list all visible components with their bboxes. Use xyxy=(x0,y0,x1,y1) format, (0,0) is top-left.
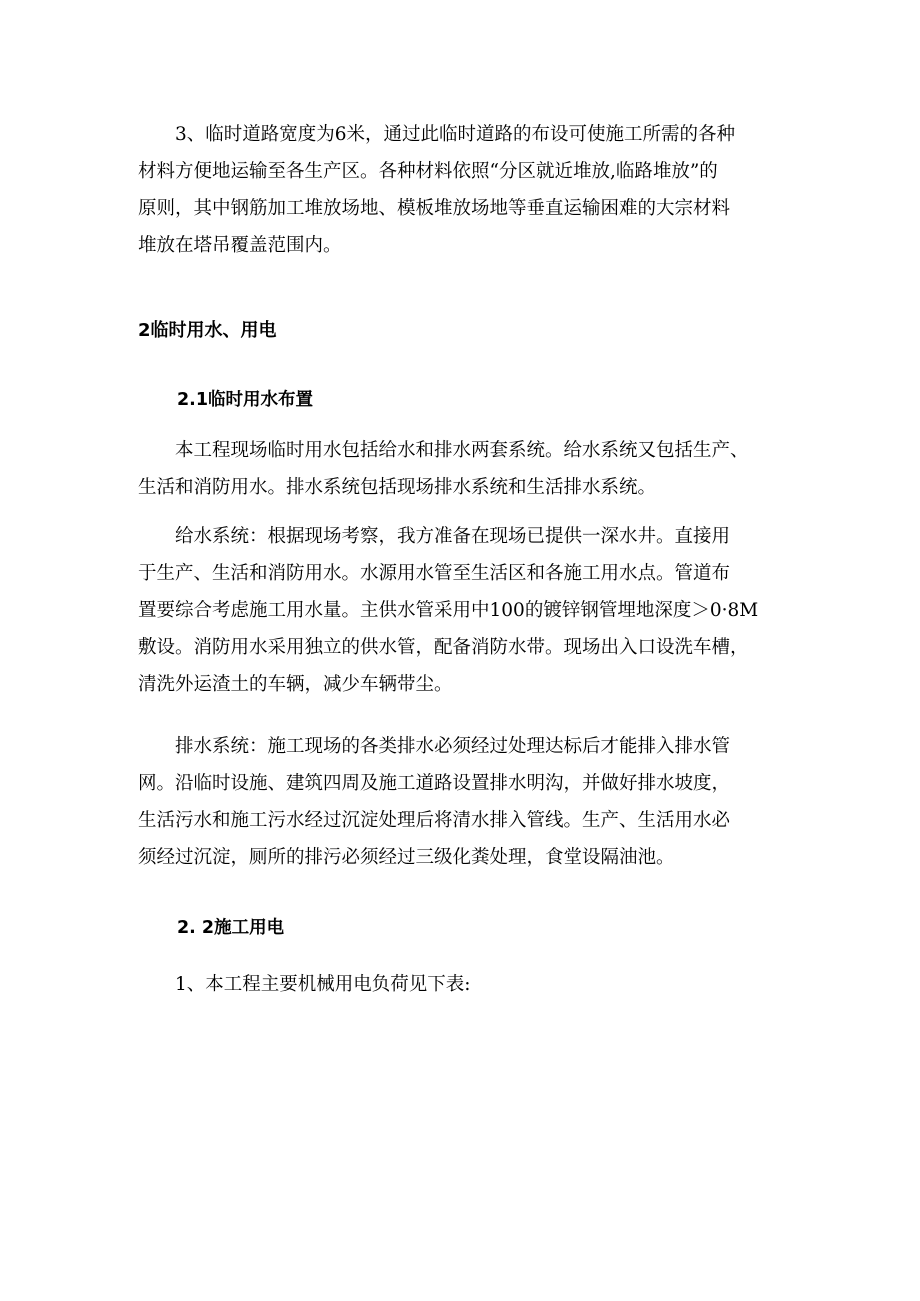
subsection-heading-2-1 xyxy=(138,382,798,419)
paragraph-water-supply xyxy=(138,518,798,703)
text-line: 清洗外运渣土的车辆，减少车辆带尘。 xyxy=(138,674,453,695)
paragraph-drainage xyxy=(138,728,798,876)
text-line: 置要综合考虑施工用水量。主供水管采用中100的镀锌钢管埋地深度＞0·8M xyxy=(138,600,759,621)
text-line: 须经过沉淀，厕所的排污必须经过三级化粪处理，食堂设隔油池。 xyxy=(138,847,675,868)
paragraph-power-load xyxy=(138,966,798,1003)
subsection-title: 2. 2施工用电 xyxy=(177,918,285,938)
text-line: 网。沿临时设施、建筑四周及施工道路设置排水明沟，并做好排水坡度， xyxy=(138,773,731,794)
subsection-heading-2-2 xyxy=(138,910,798,947)
text-line: 堆放在塔吊覆盖范围内。 xyxy=(138,235,342,256)
subsection-title: 2.1临时用水布置 xyxy=(177,390,314,410)
text-line: 1、本工程主要机械用电负荷见下表: xyxy=(175,974,471,995)
text-line: 本工程现场临时用水包括给水和排水两套系统。给水系统又包括生产、 xyxy=(175,440,749,461)
text-line: 材料方便地运输至各生产区。各种材料依照“分区就近堆放,临路堆放”的 xyxy=(138,161,718,182)
text-line: 生活污水和施工污水经过沉淀处理后将清水排入管线。生产、生活用水必 xyxy=(138,810,731,831)
text-line: 3、临时道路宽度为6米，通过此临时道路的布设可使施工所需的各种 xyxy=(175,124,736,145)
text-line: 排水系统：施工现场的各类排水必须经过处理达标后才能排入排水管 xyxy=(175,736,731,757)
text-line: 原则，其中钢筋加工堆放场地、模板堆放场地等垂直运输困难的大宗材料 xyxy=(138,198,731,219)
paragraph-water-intro xyxy=(138,432,798,506)
text-line: 于生产、生活和消防用水。水源用水管至生活区和各施工用水点。管道布 xyxy=(138,563,731,584)
paragraph-temporary-road xyxy=(138,116,798,264)
section-heading-2 xyxy=(138,312,798,349)
section-title: 2临时用水、用电 xyxy=(138,320,277,341)
text-line: 敷设。消防用水采用独立的供水管，配备消防水带。现场出入口设洗车槽， xyxy=(138,637,749,658)
text-line: 给水系统：根据现场考察，我方准备在现场已提供一深水井。直接用 xyxy=(175,526,731,547)
text-line: 生活和消防用水。排水系统包括现场排水系统和生活排水系统。 xyxy=(138,477,657,498)
